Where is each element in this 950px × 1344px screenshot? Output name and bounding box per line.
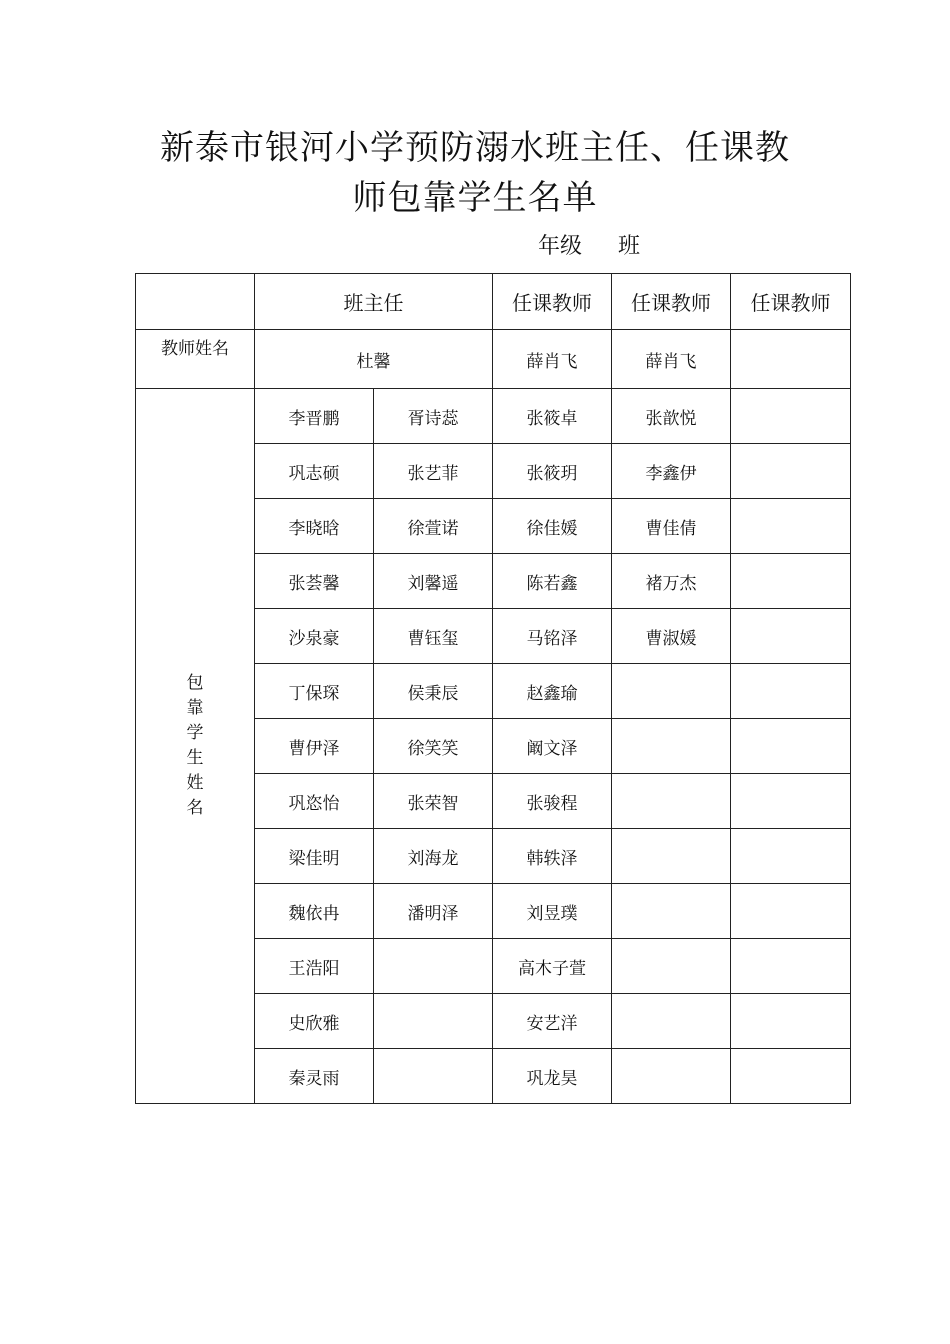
student-cell: 安艺洋 (493, 994, 612, 1049)
student-cell (612, 719, 731, 774)
student-row (136, 389, 851, 444)
teacher-name-label: 教师姓名 (136, 330, 255, 389)
student-cell (731, 499, 851, 554)
student-cell (612, 939, 731, 994)
grade-class-line (538, 230, 640, 264)
class-label: 班 (618, 234, 641, 259)
student-cell (612, 884, 731, 939)
student-cell: 王浩阳 (255, 939, 374, 994)
student-cell: 李晓晗 (255, 499, 374, 554)
student-cell: 曹佳倩 (612, 499, 731, 554)
student-cell (612, 994, 731, 1049)
student-cell (731, 884, 851, 939)
student-cell: 张歆悦 (612, 389, 731, 444)
student-cell: 褚万杰 (612, 554, 731, 609)
student-cell: 沙泉豪 (255, 609, 374, 664)
teacher-name-row (136, 330, 851, 389)
student-cell: 曹伊泽 (255, 719, 374, 774)
student-cell (374, 939, 493, 994)
student-cell: 刘馨遥 (374, 554, 493, 609)
student-cell (612, 829, 731, 884)
header-head-teacher: 班主任 (255, 274, 493, 330)
student-cell: 侯秉辰 (374, 664, 493, 719)
student-cell (731, 554, 851, 609)
student-cell (731, 774, 851, 829)
header-subject-teacher-2: 任课教师 (612, 274, 731, 330)
student-cell (612, 774, 731, 829)
document-title-line-2: 师包靠学生名单 (352, 178, 598, 218)
grade-label: 年级 (538, 234, 583, 259)
teacher-student-table (135, 273, 851, 1104)
student-cell: 张筱玥 (493, 444, 612, 499)
subject-teacher-3-name (731, 330, 851, 389)
student-cell (731, 444, 851, 499)
student-cell: 刘海龙 (374, 829, 493, 884)
student-cell (731, 939, 851, 994)
student-cell: 曹钰玺 (374, 609, 493, 664)
student-cell (374, 1049, 493, 1104)
student-cell: 秦灵雨 (255, 1049, 374, 1104)
student-cell: 张艺菲 (374, 444, 493, 499)
student-cell: 陈若鑫 (493, 554, 612, 609)
student-cell: 巩龙昊 (493, 1049, 612, 1104)
document-title-line-1: 新泰市银河小学预防溺水班主任、任课教 (160, 128, 790, 168)
student-cell: 胥诗蕊 (374, 389, 493, 444)
student-cell: 徐笑笑 (374, 719, 493, 774)
student-cell: 魏依冉 (255, 884, 374, 939)
student-cell: 张筱卓 (493, 389, 612, 444)
student-cell: 张荟馨 (255, 554, 374, 609)
student-cell: 张骏程 (493, 774, 612, 829)
student-cell: 李鑫伊 (612, 444, 731, 499)
student-cell (731, 664, 851, 719)
header-row (136, 274, 851, 330)
header-subject-teacher-3: 任课教师 (731, 274, 851, 330)
student-cell (731, 829, 851, 884)
student-cell: 巩恣怡 (255, 774, 374, 829)
header-corner-cell (136, 274, 255, 330)
student-cell (731, 1049, 851, 1104)
student-cell: 巩志硕 (255, 444, 374, 499)
student-cell: 赵鑫瑜 (493, 664, 612, 719)
student-cell: 丁保琛 (255, 664, 374, 719)
students-label-text: 包靠学生姓名 (186, 673, 204, 818)
student-cell: 曹淑媛 (612, 609, 731, 664)
student-cell: 徐萱诺 (374, 499, 493, 554)
student-cell: 史欣雅 (255, 994, 374, 1049)
student-cell (374, 994, 493, 1049)
head-teacher-name: 杜馨 (255, 330, 493, 389)
student-cell: 高木子萱 (493, 939, 612, 994)
student-cell (731, 719, 851, 774)
student-cell: 梁佳明 (255, 829, 374, 884)
student-cell (731, 994, 851, 1049)
student-cell (731, 389, 851, 444)
student-cell: 张荣智 (374, 774, 493, 829)
student-cell (731, 609, 851, 664)
student-cell (612, 664, 731, 719)
student-cell: 刘昱璞 (493, 884, 612, 939)
student-cell: 徐佳媛 (493, 499, 612, 554)
header-subject-teacher-1: 任课教师 (493, 274, 612, 330)
students-label (136, 389, 255, 1104)
student-cell (612, 1049, 731, 1104)
student-cell: 阚文泽 (493, 719, 612, 774)
subject-teacher-2-name: 薛肖飞 (612, 330, 731, 389)
subject-teacher-1-name: 薛肖飞 (493, 330, 612, 389)
student-cell: 马铭泽 (493, 609, 612, 664)
student-cell: 潘明泽 (374, 884, 493, 939)
student-cell: 李晋鹏 (255, 389, 374, 444)
student-cell: 韩轶泽 (493, 829, 612, 884)
